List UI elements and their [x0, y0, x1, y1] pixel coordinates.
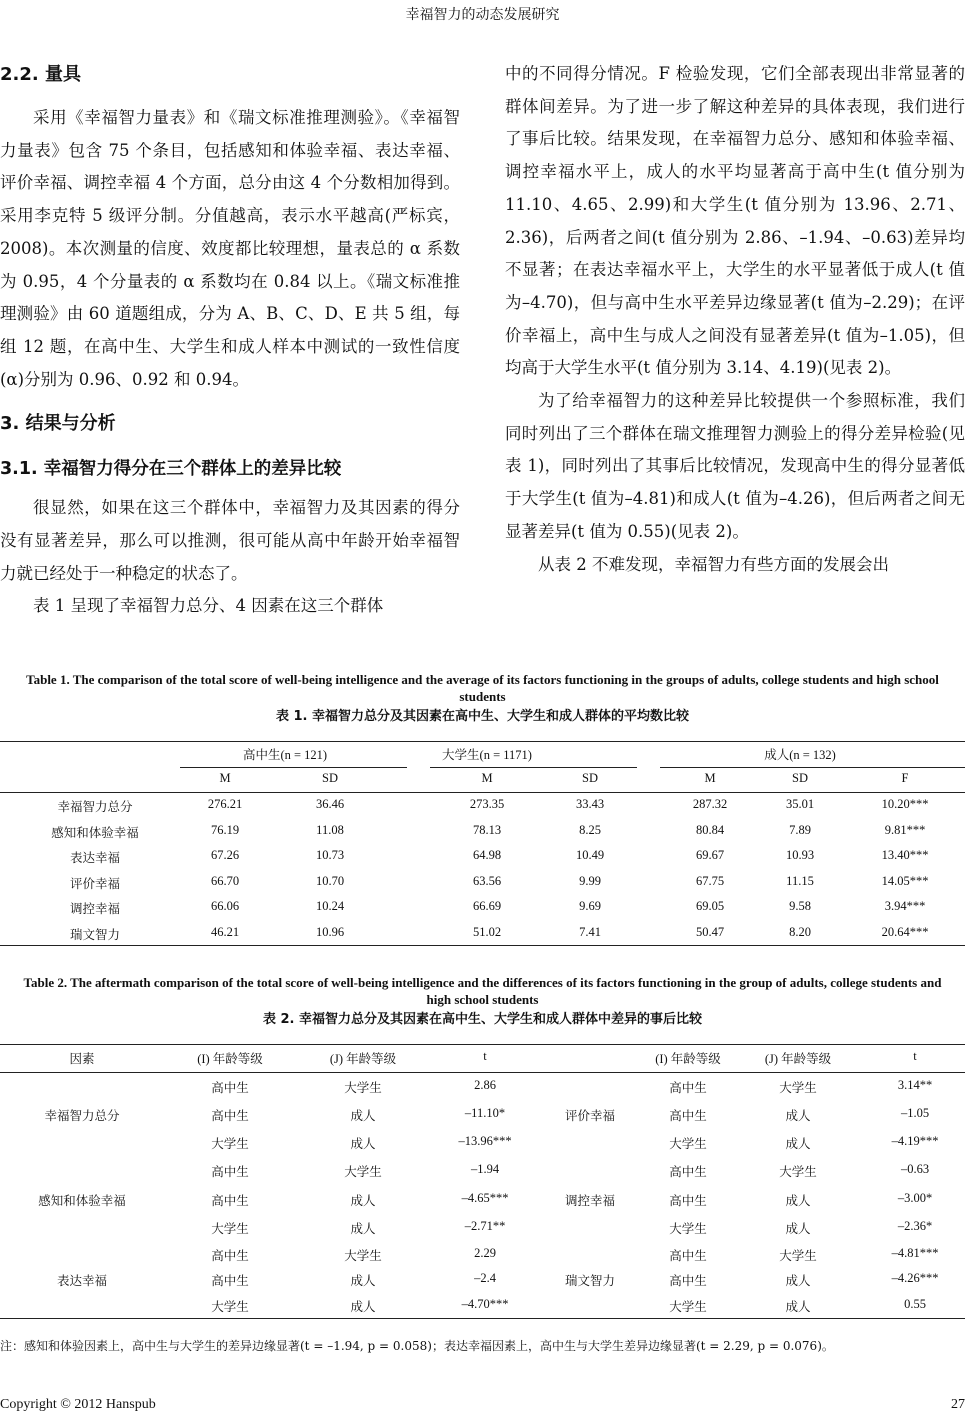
copyright: Copyright © 2012 Hanspub	[0, 1397, 156, 1412]
table2-factor-label: 评价幸福	[564, 1109, 616, 1123]
section-heading-2-2: 2.2. 量具	[0, 64, 81, 85]
table2-cell: 成人	[785, 1194, 811, 1208]
paragraph: 很显然，如果在这三个群体中，幸福智力及其因素的得分没有显著差异，那么可以推测，很可能从高中年龄开始幸福智力就已经处于一种稳定的状态了。	[0, 498, 460, 583]
table2-cell: –2.4	[474, 1271, 496, 1285]
paragraph: 中的不同得分情况。F 检验发现，它们全部表现出非常显著的群体间差异。为了进一步了解这种差异的具体表现，我们进行了事后比较。结果发现，在幸福智力总分、感知和体验幸福、调控幸福水平上，成人的水平均显著高于高中生(t 值分别为 11.10、4.65、2.99)和大学生(t 值分别为 13.96、2.71、2.36)，后两者之间(t 值分别为 2.86、–1.94、–0.63)差异均不显著；在表达幸福水平上，大学生的水平显著低于成人(t 值为–4.70)，但与高中生水平差异边缘显著(t 值为–2.29)；在评价幸福上，高中生与成人之间没有显著差异(t 值为–1.05)，但均高于大学生水平(t 值分别为 3.14、4.19)(见表 2)。	[505, 64, 965, 378]
table2-cell: 成人	[785, 1222, 811, 1236]
table1-cell: 20.64***	[881, 924, 929, 939]
right-column	[505, 58, 965, 581]
table2-cell: 高中生	[211, 1081, 249, 1095]
table1-caption-cn: 表 1. 幸福智力总分及其因素在高中生、大学生和成人群体的平均数比较	[275, 709, 690, 724]
table1-cell: 67.75	[695, 873, 725, 888]
table2-cell: 成人	[350, 1274, 376, 1288]
table2-cell: –4.70***	[461, 1297, 509, 1311]
table2-cell: –4.26***	[891, 1271, 939, 1285]
table1-cell: 276.21	[207, 797, 243, 811]
table2-note: 注：感知和体验因素上，高中生与大学生的差异边缘显著(t = –1.94, p = 0.058)；表达幸福因素上，高中生与大学生差异边缘显著(t = 2.29, p = 0.076)。	[0, 1339, 834, 1353]
table1-header-rule	[0, 792, 965, 793]
paragraph: 表 1 呈现了幸福智力总分、4 因素在这三个群体	[33, 596, 384, 616]
table1-row-label: 感知和体验幸福	[51, 825, 139, 840]
table2-cell: 大学生	[779, 1165, 817, 1179]
table1-group-header: 高中生(n = 121)	[242, 748, 328, 762]
table2-cell: 大学生	[669, 1137, 707, 1151]
table1-cell: 80.84	[695, 822, 725, 837]
table2-cell: 大学生	[211, 1222, 249, 1236]
table2-factor-label: 表达幸福	[56, 1274, 108, 1288]
table1-row-label: 表达幸福	[69, 851, 121, 865]
table2-cell: –2.36*	[897, 1219, 933, 1233]
table2-factor-label: 瑞文智力	[564, 1274, 616, 1288]
table2-header: t	[483, 1049, 487, 1063]
table2-header: (I) 年龄等级	[655, 1052, 721, 1066]
table2-header: 因素	[69, 1052, 95, 1066]
paragraph: 采用《幸福智力量表》和《瑞文标准推理测验》。《幸福智力量表》包含 75 个条目，包括感知和体验幸福、表达幸福、评价幸福、调控幸福 4 个方面，总分由这 4 个分数相加得到。采用李克特 5 级评分制。分值越高，表示水平越高(严标宾，2008)。本次测量的信度、效度都比较理想，量表总的 α 系数为 0.95，4 个分量表的 α 系数均在 0.84 以上。《瑞文标准推理测验》由 60 道题组成，分为 A、B、C、D、E 共 5 组，每组 12 题，在高中生、大学生和成人样本中测试的一致性信度(α)分别为 0.96、0.92 和 0.94。	[0, 108, 460, 389]
table1-cell: 13.40***	[881, 848, 929, 862]
table1-caption-en: Table 1. The comparison of the total score of well-being intelligence and the average of its factors functioning in the groups of adults, college students and high school students	[26, 672, 939, 704]
table2-cell: 成人	[785, 1300, 811, 1314]
table1-cell: 78.13	[472, 822, 502, 837]
table1-cell: 63.56	[472, 873, 502, 888]
paragraph: 为了给幸福智力的这种差异比较提供一个参照标准，我们同时列出了三个群体在瑞文推理智力测验上的得分差异检验(见表 1)，同时列出了其事后比较情况，发现高中生的得分显著低于大学生(t 值为–4.81)和成人(t 值为–4.26)，但后两者之间无显著差异(t 值为 0.55)(见表 2)。	[505, 391, 965, 541]
table2-cell: 成人	[350, 1222, 376, 1236]
table1-cell: 9.69	[579, 899, 601, 913]
table2-cell: –4.65***	[461, 1191, 509, 1205]
table1-cell: 51.02	[472, 924, 502, 939]
table1-cell: 10.96	[315, 924, 345, 939]
table1-cell: 11.15	[786, 873, 814, 888]
table1-group-header: 大学生(n = 1171)	[442, 748, 532, 762]
table2-cell: 高中生	[211, 1274, 249, 1288]
table1-cell: 7.89	[789, 822, 811, 837]
table1-cell: 9.81***	[884, 822, 926, 837]
table1-subheader: M	[481, 771, 493, 785]
table1-cell: 10.49	[575, 848, 605, 862]
table2-caption-en: Table 2. The aftermath comparison of the total score of well-being intelligence and the differences of its factors functioning in the group of adults, college students and high school students	[23, 975, 942, 1007]
table2-header: t	[913, 1049, 917, 1063]
table1-cell: 7.41	[579, 924, 601, 939]
table1-cell: 9.58	[789, 899, 811, 913]
table1-caption	[0, 671, 965, 725]
table2-cell: –11.10*	[464, 1106, 506, 1120]
table2-cell: 高中生	[211, 1249, 249, 1263]
table1-group-rule	[430, 767, 637, 768]
table2-cell: 高中生	[211, 1165, 249, 1179]
table2-cell: –1.05	[900, 1106, 930, 1120]
table2-cell: 高中生	[669, 1165, 707, 1179]
table2-cell: 大学生	[211, 1137, 249, 1151]
table2-factor-label: 感知和体验幸福	[38, 1194, 126, 1208]
running-title: 幸福智力的动态发展研究	[405, 7, 560, 23]
table1-cell: 69.05	[695, 899, 725, 913]
table1-cell: 35.01	[785, 797, 815, 811]
table2-cell: –3.00*	[897, 1191, 933, 1205]
table2-cell: –13.96***	[458, 1134, 512, 1148]
table1-cell: 3.94***	[884, 899, 926, 913]
table1-cell: 66.70	[210, 873, 240, 888]
table2-cell: –2.71**	[464, 1219, 506, 1233]
table1-cell: 69.67	[695, 848, 725, 862]
table1-cell: 10.24	[315, 899, 345, 913]
table1-cell: 76.19	[210, 822, 240, 837]
table2-cell: 大学生	[779, 1081, 817, 1095]
table1-cell: 66.69	[472, 899, 502, 913]
table2-factor-label: 调控幸福	[564, 1194, 616, 1208]
table2-cell: 成人	[350, 1194, 376, 1208]
table1-top-rule	[0, 741, 965, 742]
table2-cell: 高中生	[669, 1081, 707, 1095]
table1-cell: 11.08	[316, 822, 344, 837]
table2-cell: 大学生	[669, 1300, 707, 1314]
table2-cell: 大学生	[344, 1081, 382, 1095]
table2-cell: 大学生	[344, 1249, 382, 1263]
table2-cell: 成人	[350, 1109, 376, 1123]
page-number: 27	[951, 1397, 965, 1412]
table2-bottom-rule	[0, 1318, 965, 1319]
table1-subheader: F	[901, 771, 909, 785]
table1-cell: 46.21	[210, 924, 240, 939]
table1-subheader: SD	[322, 771, 338, 785]
table2-cell: 0.55	[904, 1297, 926, 1311]
table1-row-label: 幸福智力总分	[57, 800, 133, 814]
table1-subheader: M	[219, 771, 231, 785]
table2-cell: –1.94	[470, 1162, 500, 1176]
table2-caption	[0, 974, 965, 1028]
table1-subheader: SD	[582, 771, 598, 785]
table2-cell: 2.29	[474, 1246, 496, 1260]
table1-row-label: 调控幸福	[69, 902, 121, 916]
table2-header: (J) 年龄等级	[764, 1052, 832, 1066]
table2-cell: 大学生	[669, 1222, 707, 1236]
table1-cell: 10.70	[315, 873, 345, 888]
table2-header-rule	[0, 1072, 965, 1073]
table2-cell: 高中生	[211, 1109, 249, 1123]
table1-subheader: SD	[792, 771, 808, 785]
table2-cell: 高中生	[669, 1274, 707, 1288]
table1-row-label: 评价幸福	[69, 876, 121, 891]
table2-header: (I) 年龄等级	[197, 1052, 263, 1066]
table1-cell: 8.25	[579, 822, 601, 837]
paragraph: 从表 2 不难发现，幸福智力有些方面的发展会出	[538, 554, 889, 574]
table2-cell: 高中生	[669, 1194, 707, 1208]
table1-cell: 50.47	[695, 924, 725, 939]
table1-cell: 10.20***	[881, 797, 929, 811]
table1-cell: 33.43	[575, 797, 605, 811]
table1-group-rule	[180, 767, 407, 768]
table2-cell: 成人	[785, 1274, 811, 1288]
table1-cell: 10.93	[785, 848, 815, 862]
table1-subheader: M	[704, 771, 716, 785]
table2-cell: 3.14**	[897, 1078, 933, 1092]
section-heading-3-1: 3.1. 幸福智力得分在三个群体上的差异比较	[0, 459, 342, 480]
table1-cell: 10.73	[315, 848, 345, 862]
table1-cell: 64.98	[472, 848, 502, 862]
table1-cell: 8.20	[789, 924, 811, 939]
table1-cell: 273.35	[469, 797, 505, 811]
section-heading-3: 3. 结果与分析	[0, 413, 116, 435]
table1-cell: 36.46	[315, 797, 345, 811]
table2-cell: 大学生	[211, 1300, 249, 1314]
table2-cell: –4.81***	[891, 1246, 939, 1260]
table2-cell: 大学生	[344, 1165, 382, 1179]
table1-cell: 287.32	[692, 797, 728, 811]
table1-cell: 14.05***	[881, 873, 929, 888]
table1-row-label: 瑞文智力	[69, 927, 121, 942]
table1-cell: 9.99	[579, 873, 601, 888]
table1-group-header: 成人(n = 132)	[764, 748, 836, 762]
table2-cell: 高中生	[669, 1109, 707, 1123]
table1-cell: 66.06	[210, 899, 240, 913]
table2-top-rule	[0, 1044, 965, 1045]
table2-cell: 成人	[785, 1109, 811, 1123]
table2-cell: 2.86	[474, 1078, 496, 1092]
table2-cell: 成人	[350, 1300, 376, 1314]
table2-cell: 高中生	[211, 1194, 249, 1208]
table1-group-rule	[660, 767, 965, 768]
table2-cell: –0.63	[900, 1162, 930, 1176]
table2-cell: 高中生	[669, 1249, 707, 1263]
table2-cell: 大学生	[779, 1249, 817, 1263]
table1-bottom-rule	[0, 945, 965, 946]
table2-factor-label: 幸福智力总分	[44, 1109, 120, 1123]
table1-cell: 67.26	[210, 848, 240, 862]
table2-cell: –4.19***	[891, 1134, 939, 1148]
left-column	[0, 58, 460, 623]
table2-header: (J) 年龄等级	[329, 1052, 397, 1066]
table2-cell: 成人	[350, 1137, 376, 1151]
table2-caption-cn: 表 2. 幸福智力总分及其因素在高中生、大学生和成人群体中差异的事后比较	[262, 1012, 703, 1027]
table2-cell: 成人	[785, 1137, 811, 1151]
